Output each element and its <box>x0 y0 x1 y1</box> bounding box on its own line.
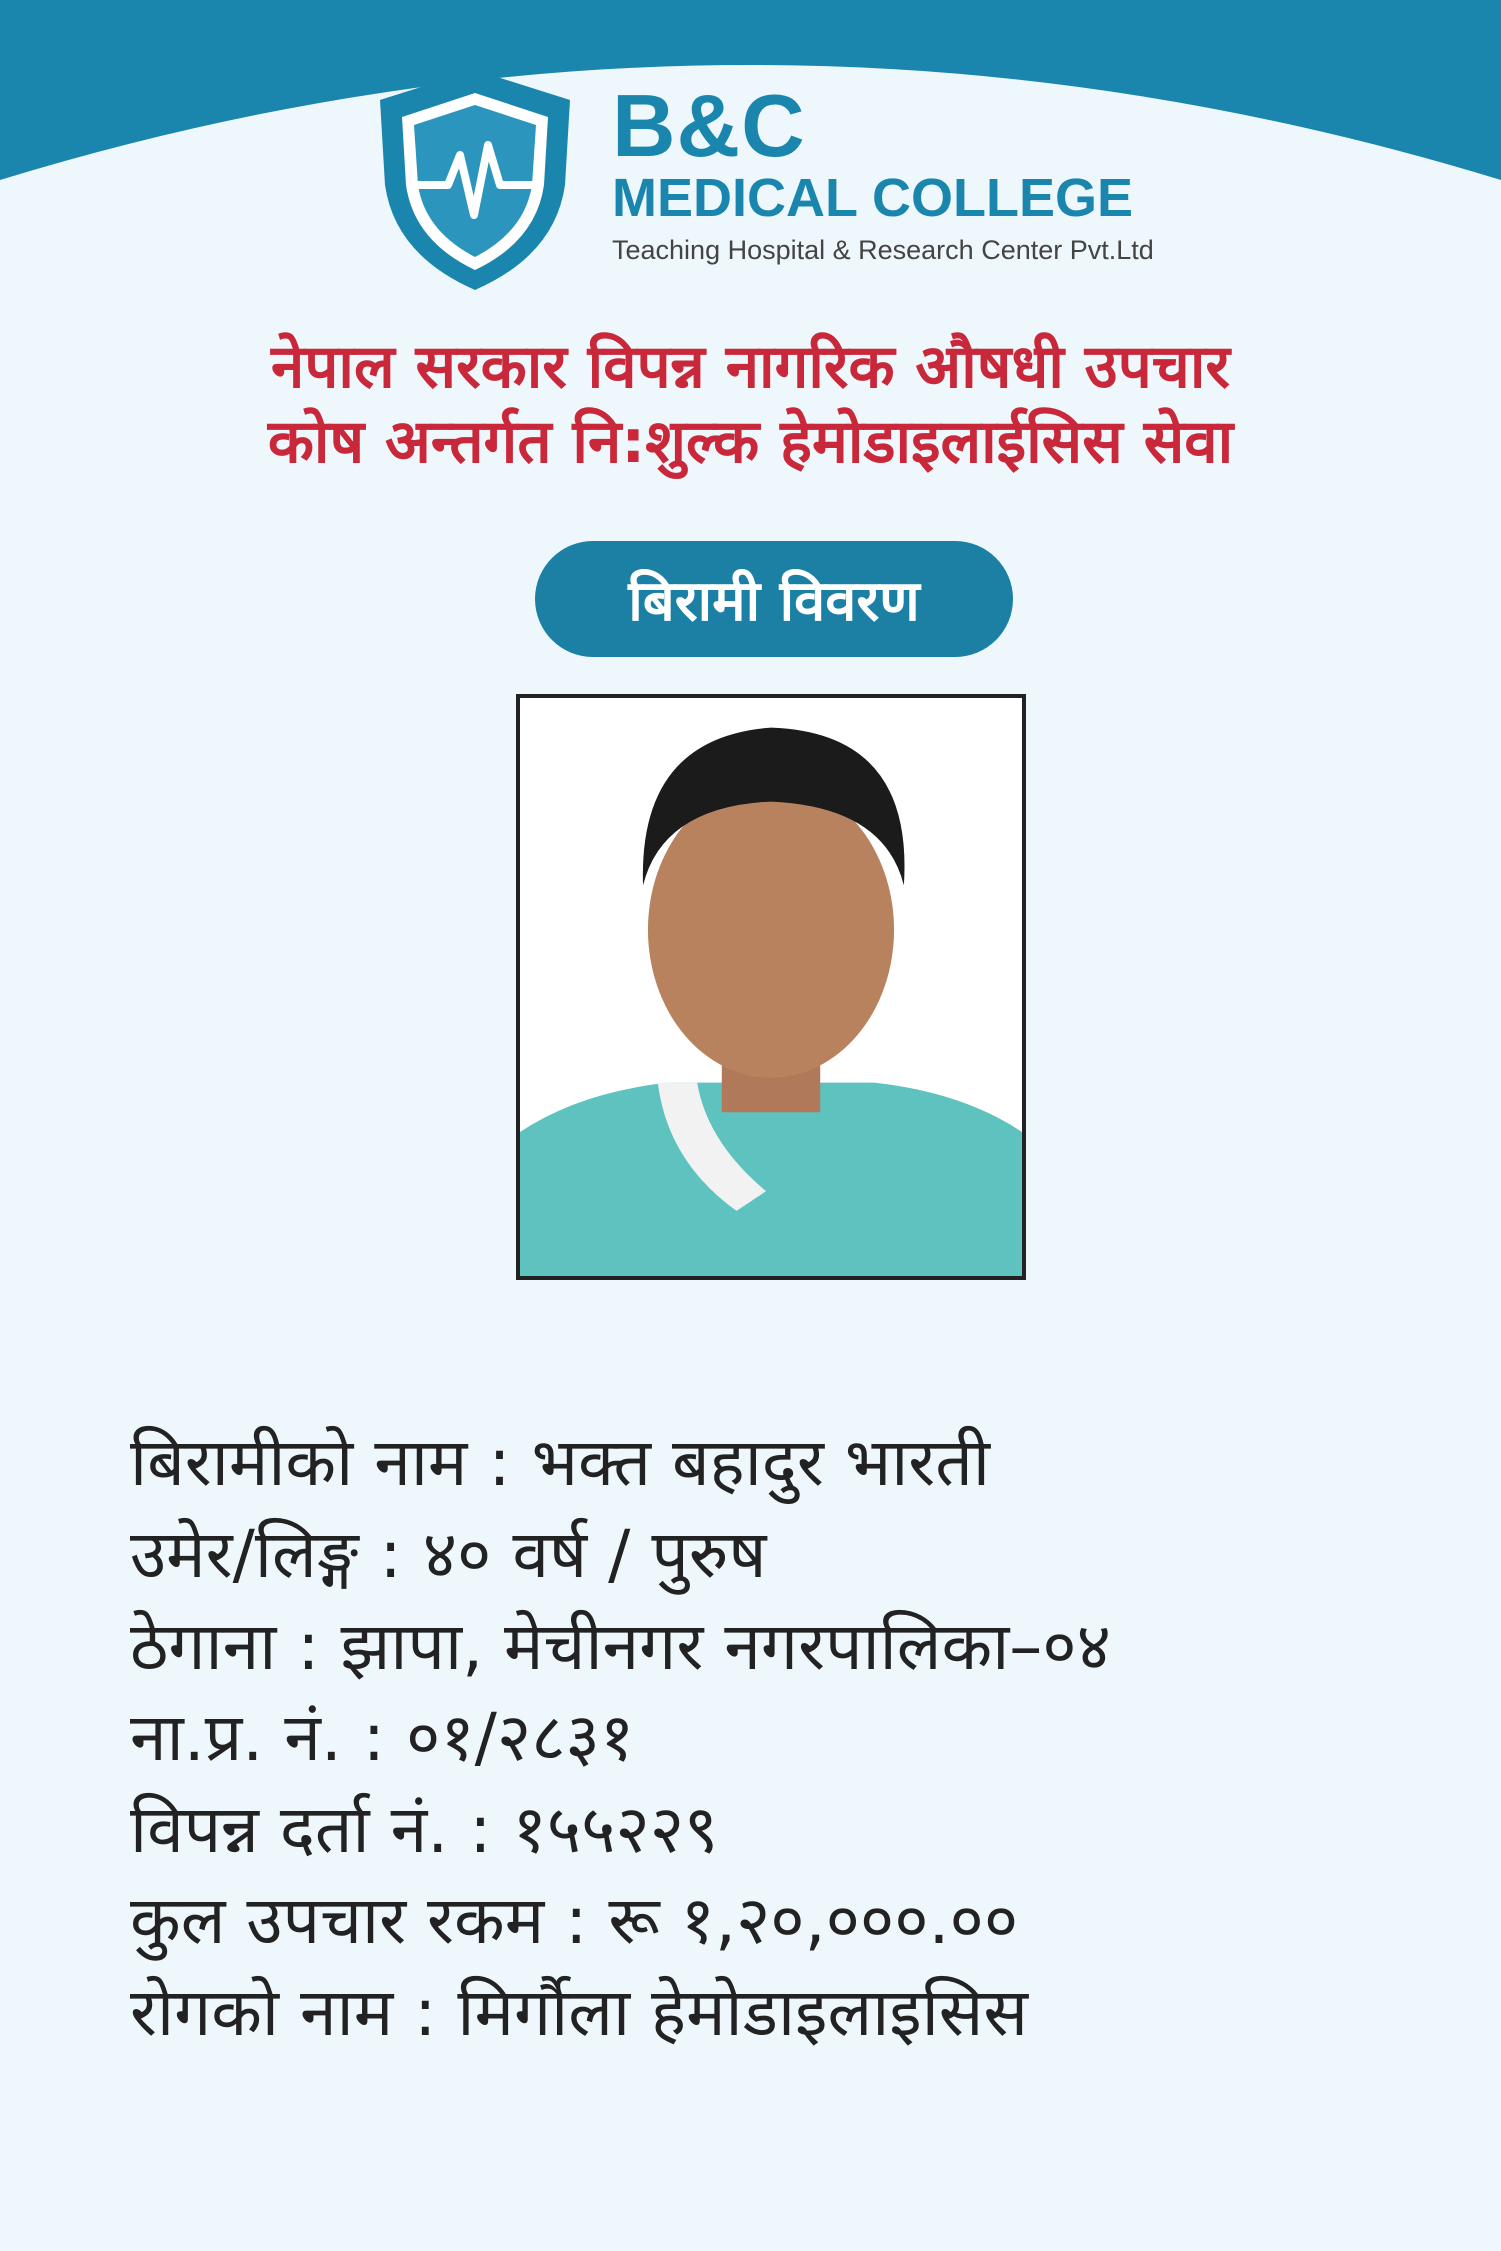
detail-separator: : <box>393 1974 458 2051</box>
detail-label: बिरामीको नाम <box>130 1424 468 1501</box>
brand-subtitle: MEDICAL COLLEGE <box>612 168 1134 228</box>
detail-label: उमेर/लिङ्ग <box>130 1516 359 1593</box>
detail-row-address <box>130 1607 1111 1687</box>
detail-separator: : <box>467 1424 532 1501</box>
detail-separator: : <box>276 1608 341 1685</box>
detail-label: कुल उपचार रकम <box>130 1882 545 1959</box>
detail-value: ०१/२८३१ <box>406 1699 635 1776</box>
detail-row-patient-name <box>130 1423 990 1503</box>
detail-label: विपन्न दर्ता नं. <box>130 1791 449 1868</box>
detail-value: भक्त बहादुर भारती <box>531 1424 991 1501</box>
detail-label: ठेगाना <box>130 1608 277 1685</box>
detail-label: ना.प्र. नं. <box>130 1699 342 1776</box>
section-title: बिरामी विवरण <box>628 569 920 634</box>
detail-value: रू १,२०,०००.०० <box>608 1882 1019 1959</box>
section-title-pill <box>535 541 1013 657</box>
detail-separator: : <box>341 1699 407 1776</box>
detail-separator: : <box>544 1882 609 1959</box>
brand-tagline: Teaching Hospital & Research Center Pvt.Ltd <box>612 235 1154 265</box>
detail-row-total-amount <box>130 1881 1018 1961</box>
portrait-icon <box>520 698 1022 1276</box>
detail-row-citizenship-no <box>130 1698 634 1778</box>
detail-value: ४० वर्ष / पुरुष <box>422 1516 767 1593</box>
patient-photo <box>516 694 1026 1280</box>
detail-row-age-gender <box>130 1515 766 1595</box>
detail-row-disease-name <box>130 1973 1028 2053</box>
detail-value: मिर्गौला हेमोडाइलाइसिस <box>457 1974 1029 2051</box>
headline-line-2: कोष अन्तर्गत नि:शुल्क हेमोडाइलाईसिस सेवा <box>267 407 1234 477</box>
detail-separator: : <box>358 1516 423 1593</box>
brand-name: B&C <box>612 76 806 175</box>
detail-value: १५५२२९ <box>512 1791 719 1868</box>
headline-line-1: नेपाल सरकार विपन्न नागरिक औषधी उपचार <box>271 332 1230 402</box>
detail-label: रोगको नाम <box>130 1974 394 2051</box>
shield-heartbeat-logo-icon <box>370 65 580 295</box>
detail-value: झापा, मेचीनगर नगरपालिका–०४ <box>340 1608 1111 1685</box>
detail-separator: : <box>448 1791 513 1868</box>
detail-row-registration-no <box>130 1790 718 1870</box>
